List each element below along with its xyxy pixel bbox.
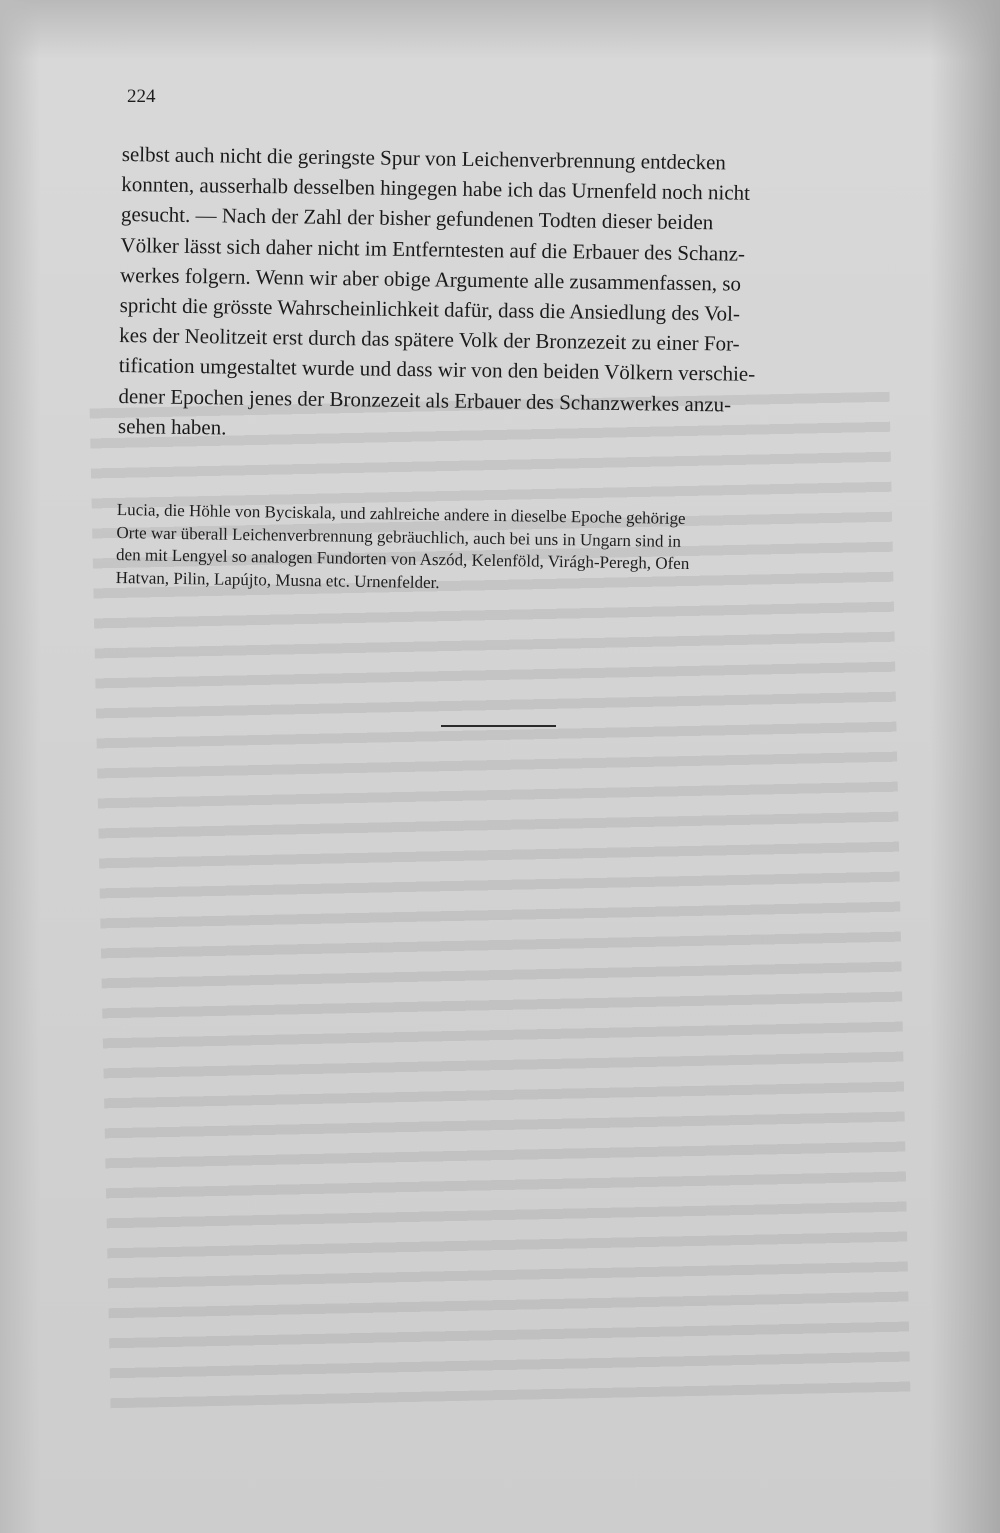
body-line: Völker lässt sich daher nicht im Entferntesten auf die Erbauer des Schanz- xyxy=(120,232,746,266)
footnote-line: Lucia, die Höhle von Byciskala, und zahlreiche andere in dieselbe Epoche gehörige xyxy=(116,499,686,528)
body-line: werkes folgern. Wenn wir aber obige Argumente alle zusammenfassen, so xyxy=(119,262,742,296)
page-shadow-left xyxy=(0,0,40,1533)
body-line: gesucht. — Nach der Zahl der bisher gefundenen Todten dieser beiden xyxy=(120,202,714,235)
body-line: spricht die grösste Wahrscheinlichkeit dafür, dass die Ansiedlung des Vol- xyxy=(119,293,741,326)
section-divider xyxy=(441,725,556,727)
page-shadow-right xyxy=(930,0,1000,1533)
footnote-line: Orte war überall Leichenverbrennung gebräuchlich, auch bei uns in Ungarn sind in xyxy=(116,522,682,551)
body-line: selbst auch nicht die geringste Spur von Leichenverbrennung entdecken xyxy=(121,141,727,175)
page-shadow-top xyxy=(0,0,1000,60)
body-line: sehen haben. xyxy=(117,413,227,440)
body-line: tification umgestaltet wurde und dass wir von den beiden Völkern verschie- xyxy=(118,353,756,387)
page-number: 224 xyxy=(127,86,156,107)
body-line: konnten, ausserhalb desselben hingegen habe ich das Urnenfeld noch nicht xyxy=(121,172,751,205)
footnote xyxy=(116,499,892,601)
body-paragraph xyxy=(118,139,902,452)
body-line: kes der Neolitzeit erst durch das spätere Volk der Bronzezeit zu einer For- xyxy=(119,323,740,356)
footnote-line: Hatvan, Pilin, Lapújto, Musna etc. Urnenfelder. xyxy=(115,567,440,592)
footnote-line: den mit Lengyel so analogen Fundorten von Aszód, Kelenföld, Virágh-Peregh, Ofen xyxy=(115,544,690,573)
body-line: dener Epochen jenes der Bronzezeit als Erbauer des Schanzwerkes anzu- xyxy=(118,383,732,417)
